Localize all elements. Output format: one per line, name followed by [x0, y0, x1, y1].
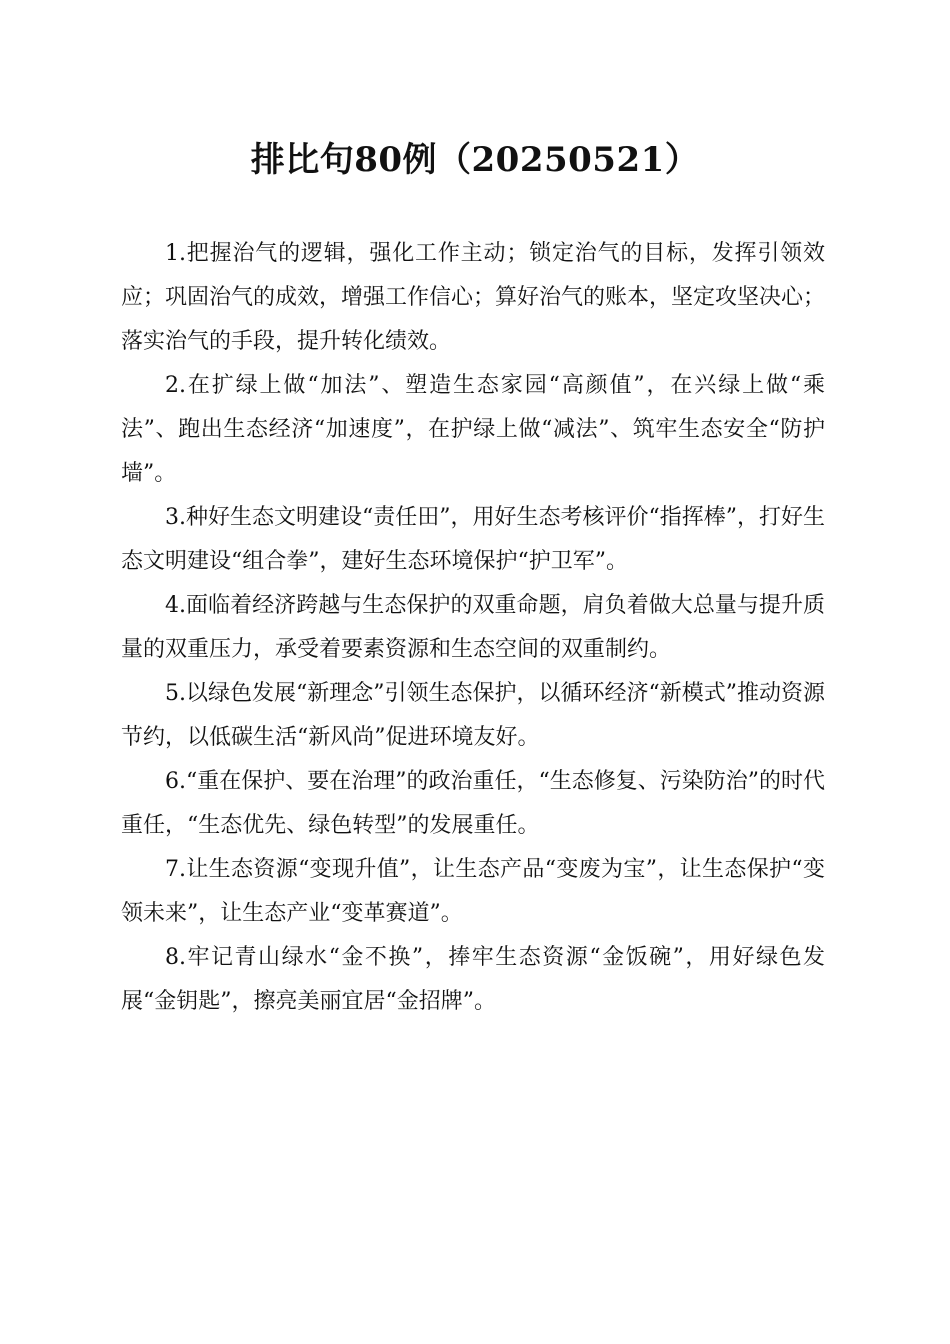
document-title: 排比句80例（20250521） [250, 140, 700, 180]
paragraph-2: 2.在扩绿上做“加法”、塑造生态家园“高颜值”，在兴绿上做“乘法”、跑出生态经济“加速度”，在护绿上做“减法”、筑牢生态安全“防护墙”。 [121, 373, 825, 486]
paragraph-1: 1.把握治气的逻辑，强化工作主动；锁定治气的目标，发挥引领效应；巩固治气的成效，增强工作信心；算好治气的账本，坚定攻坚决心；落实治气的手段，提升转化绩效。 [121, 241, 826, 354]
paragraph-7: 7.让生态资源“变现升值”，让生态产品“变废为宝”，让生态保护“变领未来”，让生态产业“变革赛道”。 [121, 857, 825, 926]
paragraph-5: 5.以绿色发展“新理念”引领生态保护，以循环经济“新模式”推动资源节约，以低碳生活“新风尚”促进环境友好。 [121, 681, 825, 750]
paragraph-4: 4.面临着经济跨越与生态保护的双重命题，肩负着做大总量与提升质量的双重压力，承受着要素资源和生态空间的双重制约。 [121, 593, 825, 662]
paragraph-8: 8.牢记青山绿水“金不换”，捧牢生态资源“金饭碗”，用好绿色发展“金钥匙”，擦亮美丽宜居“金招牌”。 [121, 945, 825, 1014]
paragraph-6: 6.“重在保护、要在治理”的政治重任，“生态修复、污染防治”的时代重任，“生态优先、绿色转型”的发展重任。 [121, 769, 825, 838]
paragraph-3: 3.种好生态文明建设“责任田”，用好生态考核评价“指挥棒”，打好生态文明建设“组合拳”，建好生态环境保护“护卫军”。 [121, 505, 825, 574]
document-body [121, 232, 825, 1024]
